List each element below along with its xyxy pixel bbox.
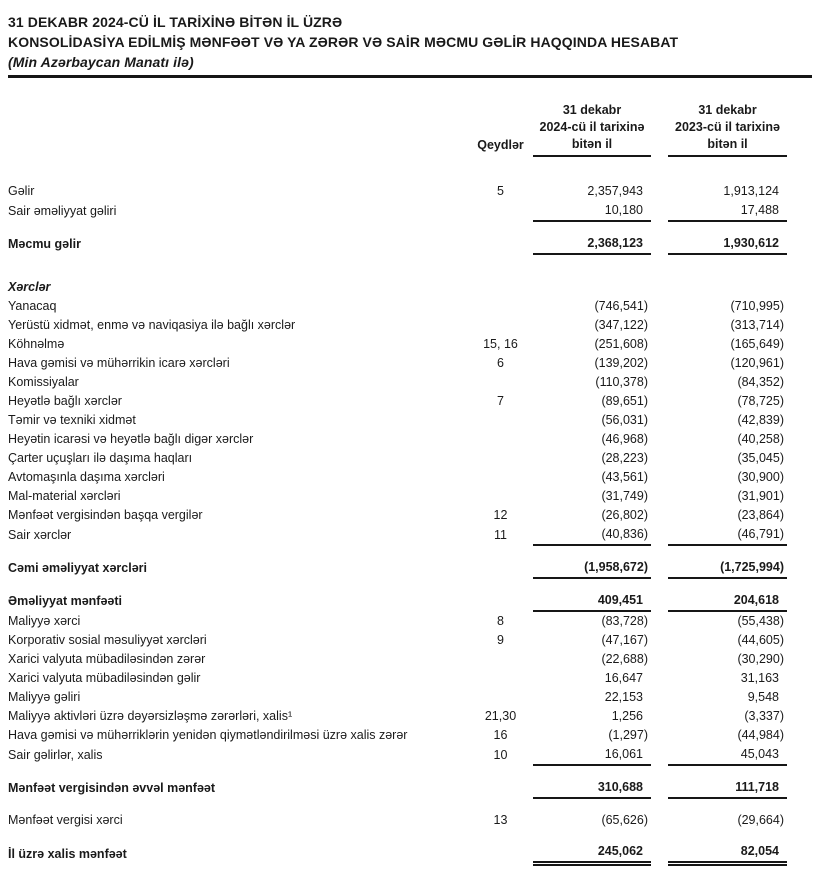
row-note <box>468 558 533 578</box>
row-label: Hava gəmisi və mühərrikin icarə xərcləri <box>8 356 230 370</box>
row-value-2023: (30,290) <box>737 652 784 666</box>
column-gap <box>651 278 668 297</box>
row-value-2023: (55,438) <box>737 614 784 628</box>
table-row <box>8 392 787 411</box>
column-gap <box>651 392 668 411</box>
row-value-2024: 22,153 <box>604 690 643 704</box>
spacer-row <box>8 221 787 234</box>
row-value-2023: (42,839) <box>737 413 784 427</box>
row-value-2024: 310,688 <box>533 778 651 798</box>
row-note: 9 <box>497 633 504 647</box>
table-row <box>8 591 787 611</box>
row-label: Maliyyə xərci <box>8 614 81 628</box>
row-label: Mənfəət vergisi xərci <box>8 813 123 827</box>
row-label: Xarici valyuta mübadiləsindən gəlir <box>8 671 201 685</box>
row-value-2023: 1,930,612 <box>668 234 787 254</box>
row-value-2023: 17,488 <box>668 201 787 221</box>
row-value-2024: (65,626) <box>601 813 648 827</box>
table-row <box>8 842 787 864</box>
row-value-2023: 45,043 <box>668 745 787 765</box>
row-value-2023: 204,618 <box>668 591 787 611</box>
column-header-2024 <box>533 102 651 156</box>
table-row <box>8 297 787 316</box>
row-value-2023: (46,791) <box>668 525 787 545</box>
column-gap <box>651 373 668 392</box>
row-label: Məcmu gəlir <box>8 237 81 251</box>
row-label: Yanacaq <box>8 299 57 313</box>
row-value-2024: (47,167) <box>601 633 648 647</box>
column-gap <box>651 842 668 864</box>
row-label: Sair gəlirlər, xalis <box>8 748 103 762</box>
row-value-2023: (165,649) <box>730 337 784 351</box>
row-value-2024: (43,561) <box>601 470 648 484</box>
table-row <box>8 506 787 525</box>
row-value-2023: (120,961) <box>730 356 784 370</box>
table-row <box>8 811 787 830</box>
row-value-2023: (31,901) <box>737 489 784 503</box>
table-row <box>8 182 787 201</box>
spacer-row <box>8 545 787 558</box>
table-row <box>8 650 787 669</box>
row-label: Komissiyalar <box>8 375 79 389</box>
row-value-2024: 409,451 <box>533 591 651 611</box>
row-label: Xarici valyuta mübadiləsindən zərər <box>8 652 206 666</box>
row-value-2024: 2,368,123 <box>533 234 651 254</box>
row-value-2023: (44,984) <box>737 728 784 742</box>
row-value-2024: 2,357,943 <box>587 184 643 198</box>
row-value-2023: (84,352) <box>737 375 784 389</box>
row-note: 11 <box>494 528 507 542</box>
row-label: Maliyyə aktivləri üzrə dəyərsizləşmə zərərləri, xalis¹ <box>8 709 293 723</box>
column-gap <box>651 468 668 487</box>
table-row <box>8 558 787 578</box>
header-line-date: 31 dekabr <box>698 103 757 117</box>
row-value-2024: (1,958,672) <box>533 558 651 578</box>
row-note <box>468 650 533 669</box>
row-value-2024: (46,968) <box>601 432 648 446</box>
table-row <box>8 726 787 745</box>
row-label: Təmir və texniki xidmət <box>8 413 136 427</box>
row-note <box>468 411 533 430</box>
row-note <box>468 373 533 392</box>
row-label: Mal-material xərcləri <box>8 489 121 503</box>
spacer-row <box>8 156 787 182</box>
header-empty-cell <box>8 102 468 156</box>
row-value-2024: (251,608) <box>594 337 648 351</box>
table-row <box>8 278 787 297</box>
row-value-2023: (44,605) <box>737 633 784 647</box>
row-value-2024: (1,297) <box>608 728 648 742</box>
header-line-period: bitən il <box>707 137 748 151</box>
row-label: Avtomaşınla daşıma xərcləri <box>8 470 165 484</box>
row-note <box>468 297 533 316</box>
table-row <box>8 335 787 354</box>
row-note: 7 <box>497 394 504 408</box>
row-value-2024: (56,031) <box>601 413 648 427</box>
row-value-2023: 111,718 <box>668 778 787 798</box>
row-label: Əməliyyat mənfəəti <box>8 594 122 608</box>
row-note: 10 <box>493 748 508 762</box>
row-value-2024 <box>533 278 651 297</box>
row-value-2024: (110,378) <box>595 375 648 389</box>
row-note <box>468 278 533 297</box>
row-label: Heyətlə bağlı xərclər <box>8 394 122 408</box>
row-label: Korporativ sosial məsuliyyət xərcləri <box>8 633 207 647</box>
column-gap <box>651 201 668 221</box>
table-row <box>8 778 787 798</box>
row-value-2023: (30,900) <box>737 470 784 484</box>
spacer-row <box>8 765 787 778</box>
column-gap <box>651 182 668 201</box>
row-value-2024: (26,802) <box>601 508 648 522</box>
column-gap <box>651 430 668 449</box>
row-value-2024: 1,256 <box>611 709 643 723</box>
currency-subtitle: (Min Azərbaycan Manatı ilə) <box>8 54 194 70</box>
table-row <box>8 449 787 468</box>
column-gap <box>651 335 668 354</box>
row-value-2023: (78,725) <box>737 394 784 408</box>
row-value-2024: (28,223) <box>601 451 648 465</box>
row-value-2024: (347,122) <box>594 318 648 332</box>
row-value-2024: 16,061 <box>533 745 651 765</box>
header-line-date: 31 dekabr <box>562 103 622 117</box>
row-value-2024: (83,728) <box>601 614 648 628</box>
row-value-2024: 10,180 <box>533 201 651 221</box>
row-note <box>468 468 533 487</box>
column-gap <box>651 745 668 765</box>
row-note: 16 <box>493 728 508 742</box>
table-row <box>8 611 787 631</box>
table-row <box>8 745 787 765</box>
income-statement-table <box>8 102 787 866</box>
row-label: Gəlir <box>8 184 35 198</box>
row-value-2024: (139,202) <box>594 356 648 370</box>
table-row <box>8 354 787 373</box>
table-row <box>8 631 787 650</box>
column-gap <box>651 506 668 525</box>
row-label: Köhnəlmə <box>8 337 65 351</box>
row-value-2023: (1,725,994) <box>668 558 787 578</box>
row-value-2024: 245,062 <box>533 842 651 864</box>
row-note: 21,30 <box>484 709 517 723</box>
row-label: Mənfəət vergisindən başqa vergilər <box>8 508 203 522</box>
row-note: 15, 16 <box>483 337 518 351</box>
column-gap <box>651 669 668 688</box>
table-header-row <box>8 102 787 156</box>
column-gap <box>651 234 668 254</box>
column-gap <box>651 449 668 468</box>
column-gap <box>651 316 668 335</box>
column-header-2023 <box>668 102 787 156</box>
table-row <box>8 316 787 335</box>
row-note <box>468 449 533 468</box>
row-value-2023: (3,337) <box>744 709 784 723</box>
table-row <box>8 669 787 688</box>
row-note <box>468 778 533 798</box>
row-value-2024: (746,541) <box>594 299 648 313</box>
row-value-2023: (40,258) <box>737 432 784 446</box>
row-value-2024: 16,647 <box>604 671 643 685</box>
row-label: Maliyyə gəliri <box>8 690 81 704</box>
row-value-2024: (31,749) <box>601 489 648 503</box>
table-row <box>8 234 787 254</box>
row-label: Cəmi əməliyyat xərcləri <box>8 561 147 575</box>
row-value-2023: 82,054 <box>668 842 787 864</box>
column-gap <box>651 631 668 650</box>
column-gap <box>651 811 668 830</box>
spacer-row <box>8 578 787 591</box>
row-value-2023: (23,864) <box>737 508 784 522</box>
table-row <box>8 411 787 430</box>
table-row <box>8 430 787 449</box>
row-note <box>468 234 533 254</box>
row-note <box>468 842 533 864</box>
row-value-2023 <box>668 278 787 297</box>
column-gap <box>651 778 668 798</box>
row-value-2023: (35,045) <box>737 451 784 465</box>
report-period-title: 31 DEKABR 2024-CÜ İL TARİXİNƏ BİTƏN İL ÜZRƏ <box>8 14 343 30</box>
spacer-row <box>8 254 787 278</box>
column-gap <box>651 525 668 545</box>
row-note <box>468 316 533 335</box>
table-row <box>8 707 787 726</box>
row-value-2023: (313,714) <box>730 318 784 332</box>
row-note <box>468 591 533 611</box>
row-note <box>468 430 533 449</box>
row-label: Yerüstü xidmət, enmə və naviqasiya ilə bağlı xərclər <box>8 318 296 332</box>
column-gap <box>651 297 668 316</box>
column-gap <box>651 611 668 631</box>
row-note <box>468 688 533 707</box>
column-gap <box>651 591 668 611</box>
row-label: Çarter uçuşları ilə daşıma haqları <box>8 451 193 465</box>
row-value-2024: (22,688) <box>601 652 648 666</box>
table-row <box>8 525 787 545</box>
column-gap <box>651 354 668 373</box>
row-label: Sair əməliyyat gəliri <box>8 204 117 218</box>
table-row <box>8 688 787 707</box>
row-value-2024: (40,836) <box>533 525 651 545</box>
spacer-row <box>8 830 787 842</box>
table-row <box>8 487 787 506</box>
row-value-2023: 31,163 <box>740 671 779 685</box>
table-row <box>8 373 787 392</box>
row-note: 5 <box>497 184 504 198</box>
report-name-title: KONSOLİDASİYA EDİLMİŞ MƏNFƏƏT VƏ YA ZƏRƏR VƏ SAİR MƏCMU GƏLİR HAQQINDA HESABAT <box>8 34 679 50</box>
row-label: Heyətin icarəsi və heyətlə bağlı digər xərclər <box>8 432 254 446</box>
row-value-2023: 1,913,124 <box>723 184 779 198</box>
header-line-year: 2023-cü il tarixinə <box>675 120 780 134</box>
column-gap <box>651 487 668 506</box>
column-gap <box>651 726 668 745</box>
document-header <box>8 12 812 78</box>
row-value-2024: (89,651) <box>601 394 648 408</box>
row-value-2023: (710,995) <box>730 299 784 313</box>
row-note <box>468 669 533 688</box>
spacer-row <box>8 798 787 811</box>
table-row <box>8 468 787 487</box>
column-gap <box>651 650 668 669</box>
column-gap <box>651 102 668 156</box>
row-value-2023: 9,548 <box>747 690 779 704</box>
table-row <box>8 201 787 221</box>
row-note: 6 <box>497 356 504 370</box>
row-value-2023: (29,664) <box>737 813 784 827</box>
row-note <box>468 487 533 506</box>
row-label: Sair xərclər <box>8 528 72 542</box>
row-label: İl üzrə xalis mənfəət <box>8 846 127 861</box>
column-gap <box>651 688 668 707</box>
row-label: Hava gəmisi və mühərriklərin yenidən qiymətləndirilməsi üzrə xalis zərər <box>8 728 408 742</box>
header-line-year: 2024-cü il tarixinə <box>539 120 645 134</box>
notes-column-header: Qeydlər <box>477 138 524 152</box>
row-note <box>468 201 533 221</box>
row-note: 13 <box>493 813 508 827</box>
row-note: 8 <box>497 614 504 628</box>
column-gap <box>651 558 668 578</box>
header-line-period: bitən il <box>571 137 613 151</box>
column-gap <box>651 707 668 726</box>
column-gap <box>651 411 668 430</box>
row-label: Mənfəət vergisindən əvvəl mənfəət <box>8 781 216 795</box>
row-label: Xərclər <box>8 280 51 294</box>
row-note: 12 <box>493 508 508 522</box>
